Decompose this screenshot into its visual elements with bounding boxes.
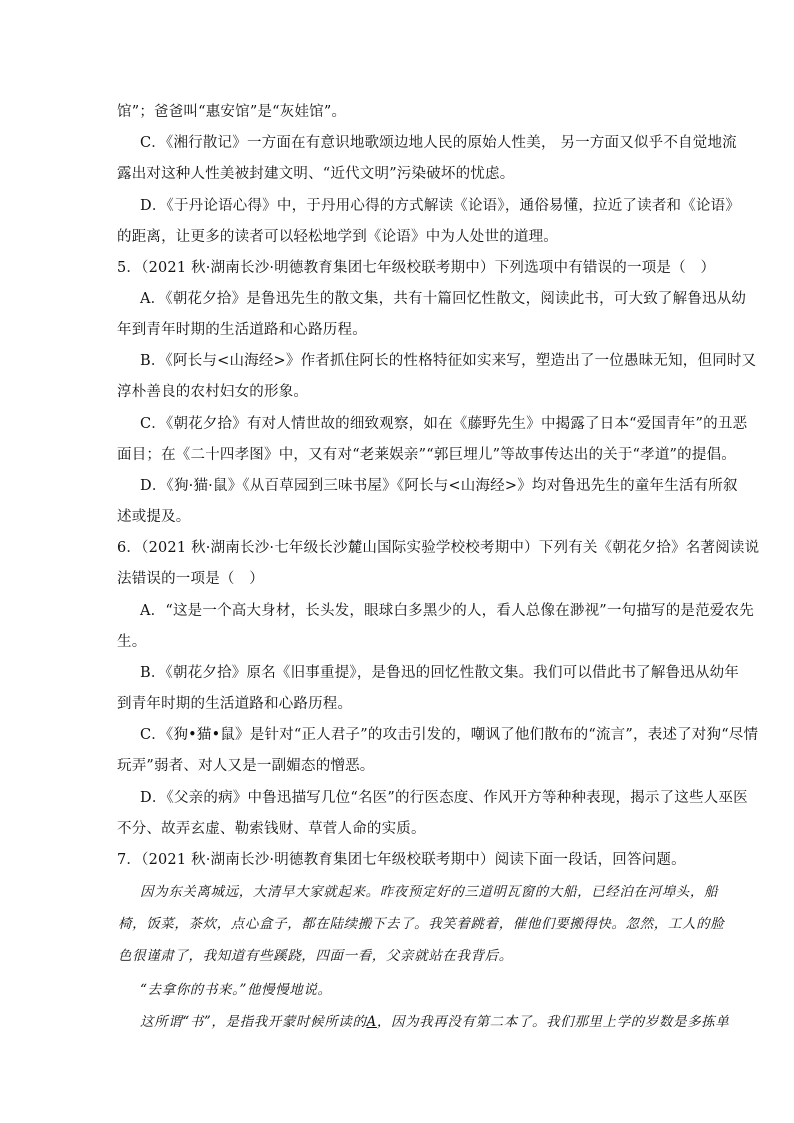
passage-line xyxy=(140,1012,729,1032)
option-d-line: D．《狗·猫·鼠》《从百草园到三味书屋》《阿长与<山海经>》均对鲁迅先生的童年生活有所叙 xyxy=(140,478,738,494)
text-line: 馆”；爸爸叫“惠安馆”是“灰娃馆”。 xyxy=(117,104,347,120)
underlined-marker: A xyxy=(366,1014,377,1030)
passage-text: 这所谓“书”，是指我开蒙时候所读的 xyxy=(140,1014,367,1030)
question-5: 5．（2021 秋·湖南长沙·明德教育集团七年级校联考期中）下列选项中有错误的一项是（ ） xyxy=(117,260,716,276)
passage-line: “去拿你的书来。”他慢慢地说。 xyxy=(140,982,332,998)
text-line: 的距离，让更多的读者可以轻松地学到《论语》中为人处世的道理。 xyxy=(117,229,558,245)
question-7: 7．（2021 秋·湖南长沙·明德教育集团七年级校联考期中）阅读下面一段话，回答问题。 xyxy=(117,852,686,868)
option-b-line: B．《阿长与<山海经>》作者抓住阿长的性格特征如实来写，塑造出了一位愚昧无知，但同时又 xyxy=(140,353,757,369)
text-line: 玩弄”弱者、对人又是一副媚态的憎恶。 xyxy=(117,758,375,774)
question-6: 6．（2021 秋·湖南长沙·七年级长沙麓山国际实验学校校考期中）下列有关《朝花夕拾》名著阅读说 xyxy=(117,540,760,556)
text-line: 生。 xyxy=(117,634,147,650)
text-line: 露出对这种人性美被封建文明、“近代文明”污染破坏的忧虑。 xyxy=(117,166,515,182)
option-c-line: C．《狗•猫•鼠》是针对“正人君子”的攻击引发的，嘲讽了他们散布的“流言”，表述了对狗“尽情 xyxy=(140,727,759,743)
text-line: 到青年时期的生活道路和心路历程。 xyxy=(117,696,353,712)
option-a-line: A．“这是一个高大身材，长头发，眼球白多黑少的人，看人总像在渺视”一句描写的是范爱农先 xyxy=(140,603,754,619)
passage-line: 椅，饭菜，茶炊，点心盒子，都在陆续搬下去了。我笑着跳着，催他们要搬得快。忽然，工人的脸 xyxy=(118,916,725,932)
text-line: 述或提及。 xyxy=(117,509,191,525)
option-a-line: A．《朝花夕拾》是鲁迅先生的散文集，共有十篇回忆性散文，阅读此书，可大致了解鲁迅从幼 xyxy=(140,291,747,307)
option-c-line: C．《湘行散记》一方面在有意识地歌颂边地人民的原始人性美， 另一方面又似乎不自觉地流 xyxy=(140,135,737,151)
passage-text: ，因为我再没有第二本了。我们那里上学的岁数是多拣单 xyxy=(376,1014,730,1030)
option-d-line: D．《于丹论语心得》中，于丹用心得的方式解读《论语》，通俗易懂，拉近了读者和《论语》 xyxy=(140,198,741,214)
option-b-line: B．《朝花夕拾》原名《旧事重提》，是鲁迅的回忆性散文集。我们可以借此书了解鲁迅从幼年 xyxy=(140,665,740,681)
passage-line: 色很谨肃了，我知道有些蹊跷，四面一看，父亲就站在我背后。 xyxy=(118,948,513,964)
text-line: 面目；在《二十四孝图》中，又有对“老莱娱亲”“郭巨埋儿”等故事传达出的关于“孝道”的提倡。 xyxy=(117,447,736,463)
option-c-line: C．《朝花夕拾》有对人情世故的细致观察，如在《藤野先生》中揭露了日本“爱国青年”的丑恶 xyxy=(140,416,748,432)
text-line: 法错误的一项是（ ） xyxy=(117,571,264,587)
text-line: 年到青年时期的生活道路和心路历程。 xyxy=(117,322,367,338)
option-d-line: D．《父亲的病》中鲁迅描写几位“名医”的行医态度、作风开方等种种表现，揭示了这些人巫医 xyxy=(140,790,748,806)
passage-line: 因为东关离城远，大清早大家就起来。昨夜预定好的三道明瓦窗的大船，已经泊在河埠头，船 xyxy=(140,884,719,900)
text-line: 淳朴善良的农村妇女的形象。 xyxy=(117,384,309,400)
text-line: 不分、故弄玄虚、勒索钱财、草菅人命的实质。 xyxy=(117,821,426,837)
